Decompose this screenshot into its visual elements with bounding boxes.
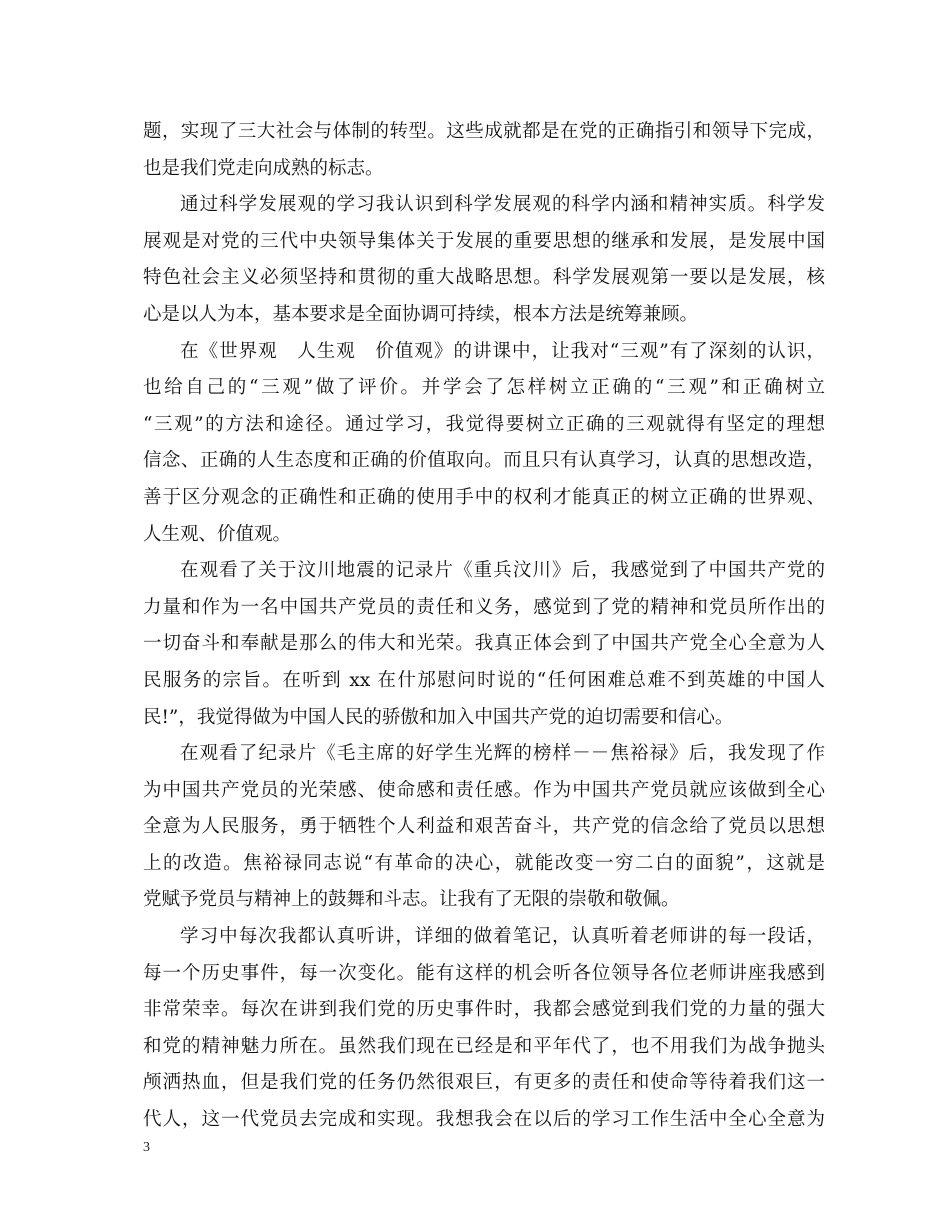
text-line: 善于区分观念的正确性和正确的使用手中的权利才能真正的树立正确的世界观、 bbox=[143, 486, 825, 508]
document-body bbox=[143, 114, 825, 1139]
page-number: 3 bbox=[143, 1140, 150, 1155]
text-line: 为中国共产党员的光荣感、使命感和责任感。作为中国共产党员就应该做到全心 bbox=[143, 779, 825, 801]
text-line: 民!”，我觉得做为中国人民的骄傲和加入中国共产党的迫切需要和信心。 bbox=[143, 706, 734, 728]
text-line: 人生观、价值观。 bbox=[143, 523, 292, 545]
text-line: 一切奋斗和奉献是那么的伟大和光荣。我真正体会到了中国共产党全心全意为人 bbox=[143, 633, 825, 655]
text-line: 民服务的宗旨。在听到 xx 在什邡慰问时说的“任何困难总难不到英雄的中国人 bbox=[143, 669, 825, 691]
paragraph bbox=[143, 553, 825, 736]
text-line: 信念、正确的人生态度和正确的价值取向。而且只有认真学习，认真的思想改造， bbox=[143, 450, 825, 472]
text-line: 通过科学发展观的学习我认识到科学发展观的科学内涵和精神实质。科学发 bbox=[180, 194, 825, 216]
paragraph bbox=[143, 334, 825, 554]
text-line: 学习中每次我都认真听讲，详细的做着笔记，认真听着老师讲的每一段话， bbox=[180, 926, 825, 948]
text-line: 非常荣幸。每次在讲到我们党的历史事件时，我都会感觉到我们党的力量的强大 bbox=[143, 999, 825, 1021]
text-line: “三观”的方法和途径。通过学习，我觉得要树立正确的三观就得有坚定的理想 bbox=[143, 413, 825, 435]
text-line: 题，实现了三大社会与体制的转型。这些成就都是在党的正确指引和领导下完成， bbox=[143, 121, 825, 142]
text-line: 力量和作为一名中国共产党员的责任和义务，感觉到了党的精神和党员所作出的 bbox=[143, 596, 825, 618]
text-line: 特色社会主义必须坚持和贯彻的重大战略思想。科学发展观第一要以是发展，核 bbox=[143, 267, 825, 289]
text-line: 展观是对党的三代中央领导集体关于发展的重要思想的继承和发展，是发展中国 bbox=[143, 230, 825, 252]
text-line: 心是以人为本，基本要求是全面协调可持续，根本方法是统筹兼顾。 bbox=[143, 303, 699, 325]
text-line: 全意为人民服务，勇于牺牲个人利益和艰苦奋斗，共产党的信念给了党员以思想 bbox=[143, 816, 825, 838]
paragraph bbox=[143, 187, 825, 333]
text-line: 颅洒热血，但是我们党的任务仍然很艰巨，有更多的责任和使命等待着我们这一 bbox=[143, 1072, 825, 1094]
text-line: 也是我们党走向成熟的标志。 bbox=[143, 157, 384, 179]
text-line: 党赋予党员与精神上的鼓舞和斗志。让我有了无限的崇敬和敬佩。 bbox=[143, 889, 680, 911]
paragraph bbox=[143, 114, 825, 187]
paragraph bbox=[143, 736, 825, 919]
text-line: 在观看了纪录片《毛主席的好学生光辉的榜样－－焦裕禄》后，我发现了作 bbox=[180, 743, 825, 765]
text-line: 上的改造。焦裕禄同志说“有革命的决心，就能改变一穷二白的面貌”，这就是 bbox=[143, 852, 825, 874]
text-line: 在《世界观 人生观 价值观》的讲课中，让我对“三观”有了深刻的认识， bbox=[180, 340, 825, 362]
text-line: 在观看了关于汶川地震的记录片《重兵汶川》后，我感觉到了中国共产党的 bbox=[180, 560, 825, 582]
text-line: 也给自己的“三观”做了评价。并学会了怎样树立正确的“三观”和正确树立 bbox=[143, 377, 825, 399]
text-line: 和党的精神魅力所在。虽然我们现在已经是和平年代了，也不用我们为战争抛头 bbox=[143, 1035, 825, 1057]
text-line: 每一个历史事件，每一次变化。能有这样的机会听各位领导各位老师讲座我感到 bbox=[143, 962, 825, 984]
paragraph bbox=[143, 919, 825, 1139]
text-line: 代人，这一代党员去完成和实现。我想我会在以后的学习工作生活中全心全意为 bbox=[143, 1109, 825, 1131]
